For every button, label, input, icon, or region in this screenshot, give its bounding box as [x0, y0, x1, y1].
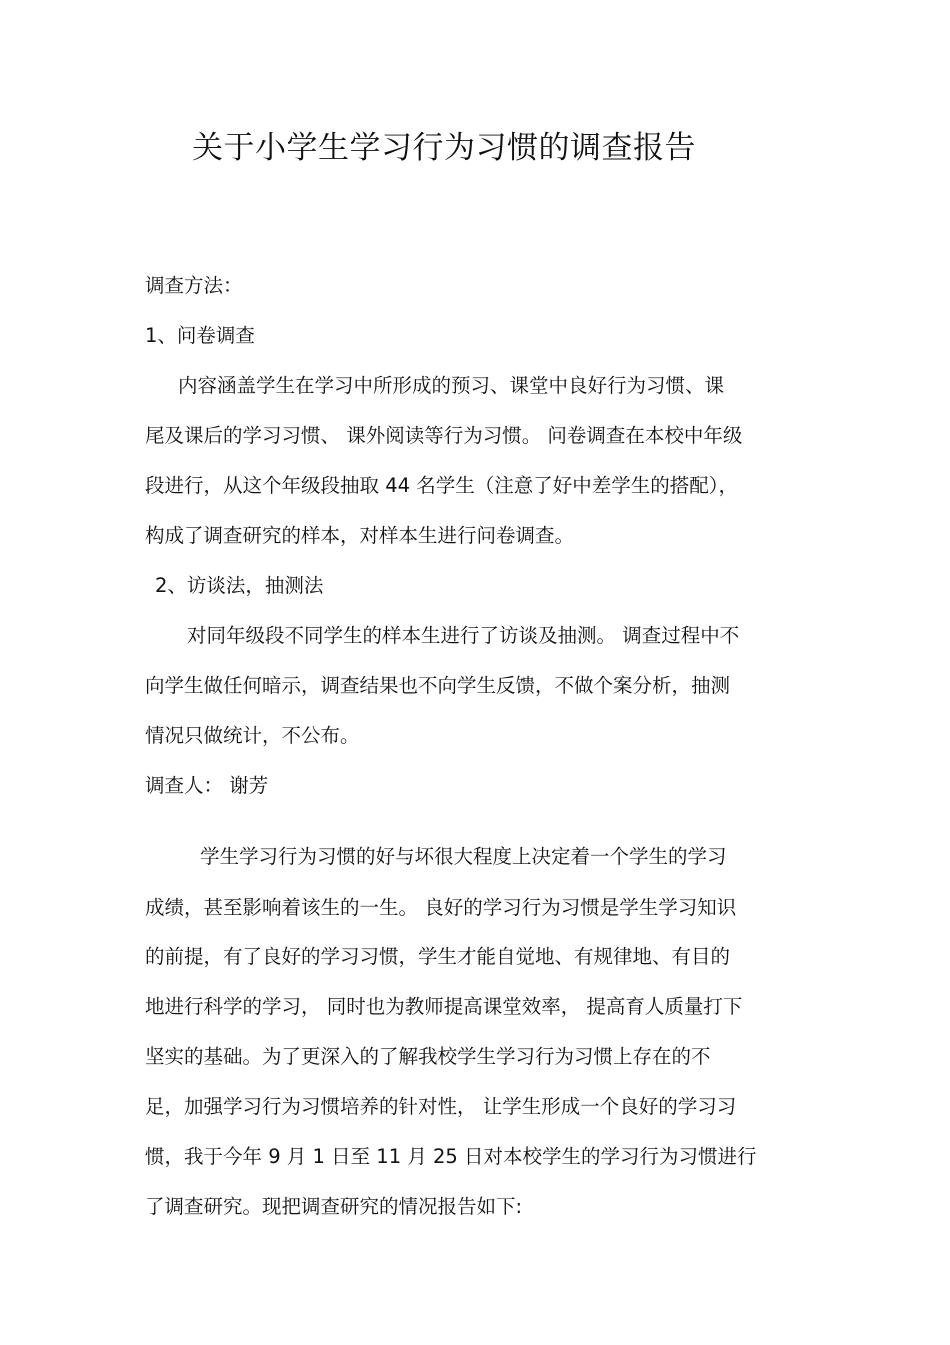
investigator-line: 调查人： 谢芳 — [145, 774, 269, 797]
paragraph-line: 成绩，甚至影响着该生的一生。 良好的学习行为习惯是学生学习知识 — [145, 896, 737, 919]
method-item-2-heading: 2、访谈法，抽测法 — [155, 574, 324, 597]
paragraph-line: 惯，我于今年 9 月 1 日至 11 月 25 日对本校学生的学习行为习惯进行 — [145, 1145, 757, 1168]
paragraph-line: 学生学习行为习惯的好与坏很大程度上决定着一个学生的学习 — [200, 845, 727, 868]
paragraph-line: 段进行，从这个年级段抽取 44 名学生（注意了好中差学生的搭配）， — [145, 474, 738, 497]
paragraph-line: 地进行科学的学习， 同时也为教师提高课堂效率， 提高育人质量打下 — [145, 995, 743, 1018]
section-heading-method: 调查方法： — [145, 274, 243, 297]
paragraph-line: 了调查研究。现把调查研究的情况报告如下: — [145, 1195, 523, 1218]
paragraph-line: 尾及课后的学习习惯、 课外阅读等行为习惯。 问卷调查在本校中年级 — [145, 424, 743, 447]
paragraph-line: 情况只做统计，不公布。 — [145, 724, 360, 747]
paragraph-line: 足，加强学习行为习惯培养的针对性， 让学生形成一个良好的学习习 — [145, 1095, 737, 1118]
method-item-1-heading: 1、问卷调查 — [145, 324, 255, 347]
paragraph-line: 的前提，有了良好的学习习惯，学生才能自觉地、有规律地、有目的 — [145, 945, 731, 968]
document-title: 关于小学生学习行为习惯的调查报告 — [192, 130, 696, 166]
paragraph-line: 构成了调查研究的样本，对样本生进行问卷调查。 — [145, 524, 575, 547]
paragraph-line: 对同年级段不同学生的样本生进行了访谈及抽测。 调查过程中不 — [187, 624, 740, 647]
paragraph-line: 坚实的基础。为了更深入的了解我校学生学习行为习惯上存在的不 — [145, 1045, 711, 1068]
paragraph-line: 向学生做任何暗示，调查结果也不向学生反馈，不做个案分析，抽测 — [145, 674, 731, 697]
paragraph-line: 内容涵盖学生在学习中所形成的预习、课堂中良好行为习惯、课 — [178, 374, 725, 397]
